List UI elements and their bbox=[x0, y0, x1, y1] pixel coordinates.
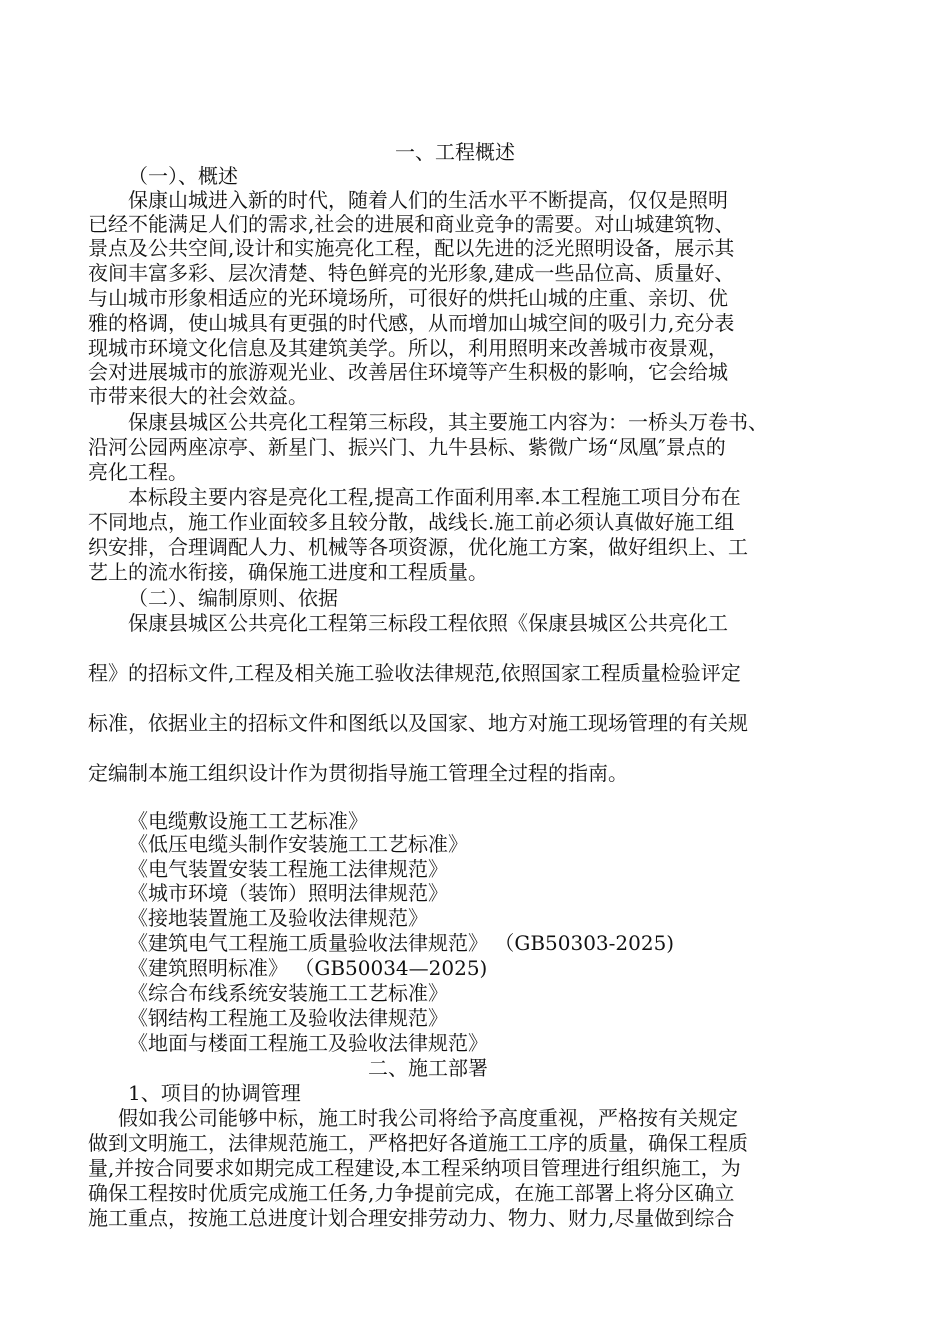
standard-item: 《综合布线系统安装施工工艺标准》 bbox=[128, 981, 448, 1005]
standard-item: 《电缆敷设施工工艺标准》 bbox=[128, 809, 368, 833]
paragraph-line: 会对进展城市的旅游观光业、改善居住环境等产生积极的影响，它会给城 bbox=[88, 360, 728, 384]
paragraph-line: 艺上的流水衔接，确保施工进度和工程质量。 bbox=[88, 560, 488, 584]
paragraph-line: 程》的招标文件,工程及相关施工验收法律规范,依照国家工程质量检验评定 bbox=[88, 661, 741, 685]
paragraph-line: 已经不能满足人们的需求,社会的进展和商业竞争的需要。对山城建筑物、 bbox=[88, 212, 735, 236]
paragraph-line: 雅的格调，使山城具有更强的时代感，从而增加山城空间的吸引力,充分表 bbox=[88, 311, 735, 335]
paragraph-line: 现城市环境文化信息及其建筑美学。所以，利用照明来改善城市夜景观， bbox=[88, 336, 728, 360]
paragraph-line: 织安排，合理调配人力、机械等各项资源，优化施工方案，做好组织上、工 bbox=[88, 535, 748, 559]
paragraph-line: 市带来很大的社会效益。 bbox=[88, 384, 308, 408]
paragraph-line: 保康县城区公共亮化工程第三标段，其主要施工内容为：一桥头万卷书、 bbox=[128, 410, 768, 434]
paragraph-line: 不同地点，施工作业面较多且较分散，战线长.施工前必须认真做好施工组 bbox=[88, 510, 735, 534]
paragraph-line: 与山城市形象相适应的光环境场所，可很好的烘托山城的庄重、亲切、优 bbox=[88, 286, 728, 310]
paragraph-line: 量,并按合同要求如期完成工程建设,本工程采纳项目管理进行组织施工，为 bbox=[88, 1156, 741, 1180]
paragraph-line: 沿河公园两座凉亭、新星门、振兴门、九牛县标、紫微广场“凤凰″景点的 bbox=[88, 435, 726, 459]
paragraph-line: 本标段主要内容是亮化工程,提高工作面利用率.本工程施工项目分布在 bbox=[128, 485, 741, 509]
standard-item: 《建筑照明标准》 （GB50034—2025) bbox=[128, 956, 488, 980]
paragraph-line: 假如我公司能够中标，施工时我公司将给予高度重视，严格按有关规定 bbox=[118, 1106, 738, 1130]
standard-item: 《接地装置施工及验收法律规范》 bbox=[128, 906, 428, 930]
paragraph-line: 标准，依据业主的招标文件和图纸以及国家、地方对施工现场管理的有关规 bbox=[88, 711, 748, 735]
subsection-2-1-title: 1、项目的协调管理 bbox=[128, 1081, 301, 1105]
section-1-title: 一、工程概述 bbox=[395, 140, 515, 164]
paragraph-line: 保康山城进入新的时代，随着人们的生活水平不断提高，仅仅是照明 bbox=[128, 188, 728, 212]
paragraph-line: 景点及公共空间,设计和实施亮化工程，配以先进的泛光照明设备，展示其 bbox=[88, 236, 735, 260]
standard-item: 《地面与楼面工程施工及验收法律规范》 bbox=[128, 1031, 488, 1055]
paragraph-line: 夜间丰富多彩、层次清楚、特色鲜亮的光形象,建成一些品位高、质量好、 bbox=[88, 261, 735, 285]
paragraph-line: 亮化工程。 bbox=[88, 460, 188, 484]
standard-item: 《电气装置安装工程施工法律规范》 bbox=[128, 857, 448, 881]
standard-item: 《建筑电气工程施工质量验收法律规范》 （GB50303-2025) bbox=[128, 931, 675, 955]
standard-item: 《城市环境（装饰）照明法律规范》 bbox=[128, 881, 448, 905]
paragraph-line: 施工重点，按施工总进度计划合理安排劳动力、物力、财力,尽量做到综合 bbox=[88, 1206, 735, 1230]
paragraph-line: 保康县城区公共亮化工程第三标段工程依照《保康县城区公共亮化工 bbox=[128, 611, 728, 635]
standard-item: 《低压电缆头制作安装施工工艺标准》 bbox=[128, 832, 468, 856]
subsection-2-title: （二）、编制原则、依据 bbox=[128, 586, 338, 610]
section-2-title: 二、施工部署 bbox=[368, 1056, 488, 1080]
paragraph-line: 定编制本施工组织设计作为贯彻指导施工管理全过程的指南。 bbox=[88, 761, 628, 785]
subsection-1-title: （一）、概述 bbox=[128, 164, 238, 188]
paragraph-line: 做到文明施工，法律规范施工，严格把好各道施工工序的质量，确保工程质 bbox=[88, 1131, 748, 1155]
paragraph-line: 确保工程按时优质完成施工任务,力争提前完成，在施工部署上将分区确立 bbox=[88, 1181, 735, 1205]
standard-item: 《钢结构工程施工及验收法律规范》 bbox=[128, 1006, 448, 1030]
